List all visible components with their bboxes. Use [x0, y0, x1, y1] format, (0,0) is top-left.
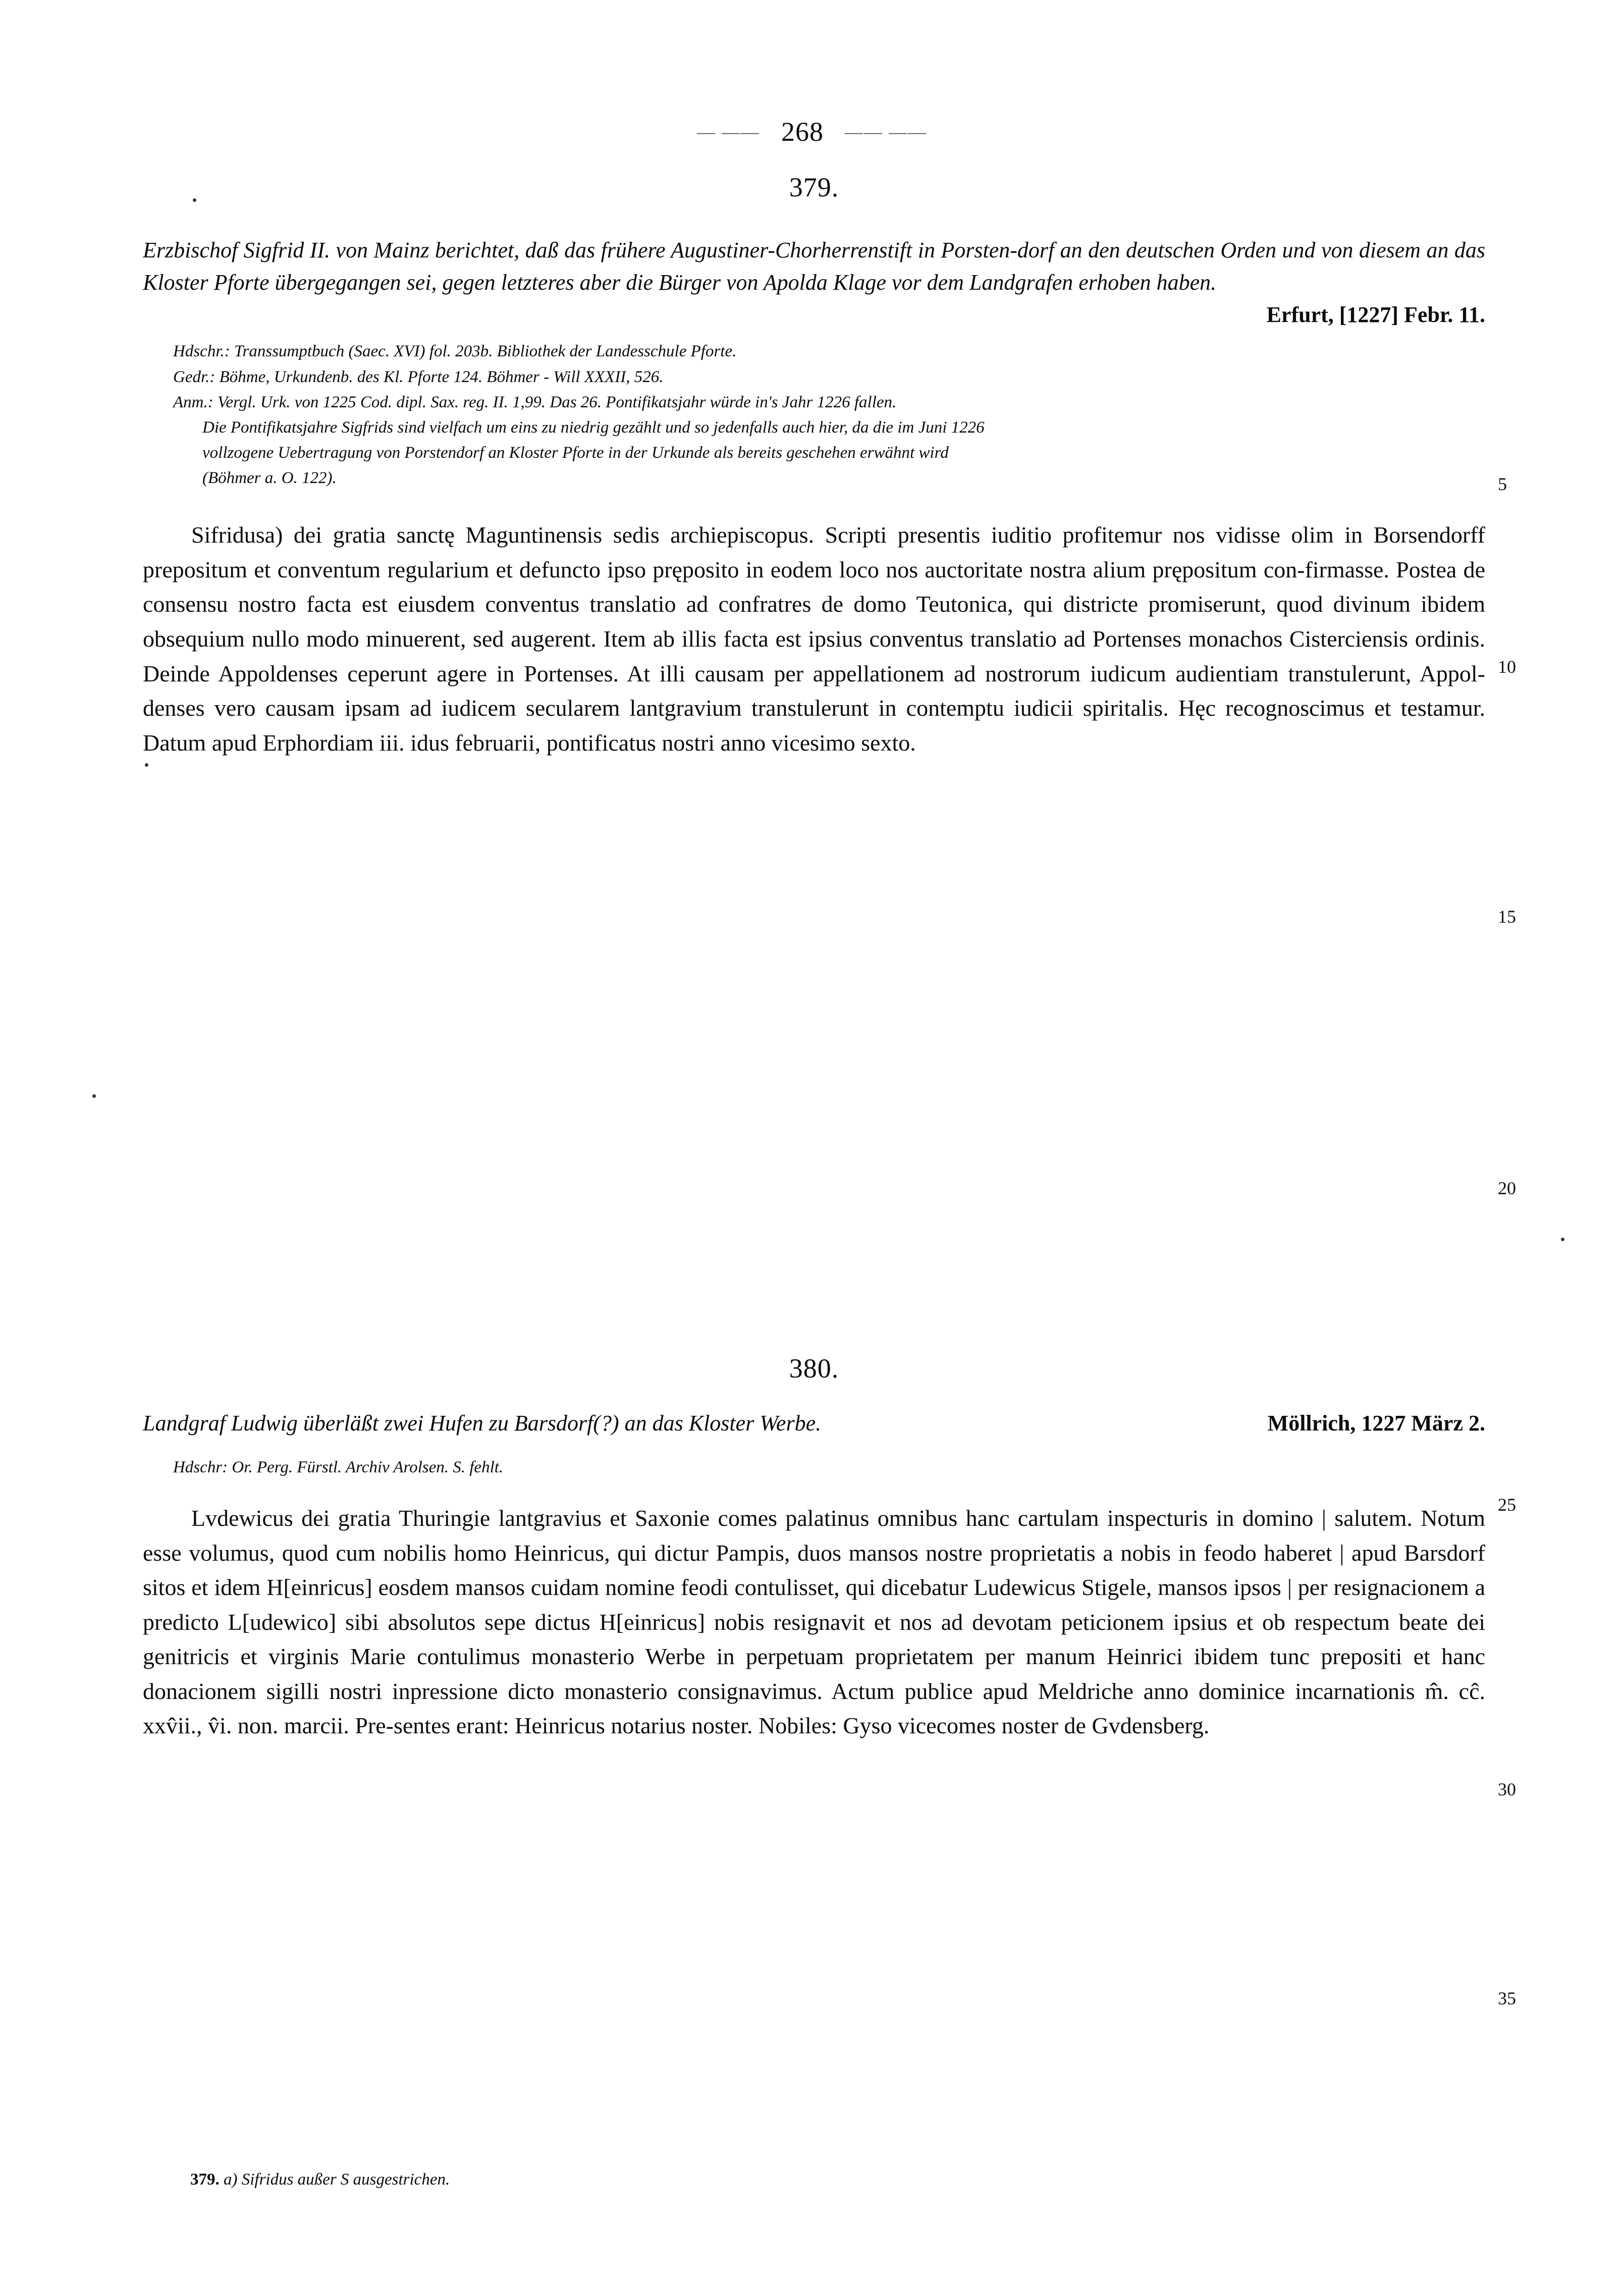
entry-379 [143, 172, 1485, 760]
line-number: 10 [1498, 657, 1516, 677]
charter-paragraph: Lvdewicus dei gratia Thuringie lantgravius et Saxonie comes palatinus omnibus hanc cartulam inspecturis in domino | salutem. Notum esse volumus, quod cum nobilis homo Heinricus, qui dictur Pampis, duos mansos nostre proprietatis a nobis in feodo haberet | apud Barsdorf sitos et idem H[einricus] eosdem mansos cuidam nomine feodi contulisset, qui dicebatur Ludewicus Stigele, mansos ipsos | per resignacionem a predicto L[udewico] sibi absolutos sepe dictus H[einricus] nobis resignavit et nos ad devotam peticionem ipsius et ob respectum beate dei genitricis et virginis Marie contulimus monasterio Werbe in perpetuam proprietatem per manum Heinrici ibidem tunc prepositi et hanc donacionem sigilli nostri inpressione dicto monasterio consignavimus. Actum publice apud Meldriche anno dominice incarnationis m̂. cĉ. xxv̂ii., v̂i. non. marcii. Pre-sentes erant: Heinricus notarius noster. Nobiles: Gyso vicecomes noster de Gvdensberg. [143, 1505, 1485, 1739]
notes-380 [143, 1458, 1485, 1477]
line-number: 20 [1498, 1178, 1516, 1198]
note-line: (Böhmer a. O. 122). [202, 469, 337, 488]
scan-speck [145, 763, 148, 767]
note-line: vollzogene Uebertragung von Porstendorf an Kloster Pforte in der Urkunde als bereits geschehen erwähnt wird [202, 444, 949, 462]
header-rule-left: — —— [697, 122, 760, 142]
footnote-ref: 379. [190, 2170, 220, 2189]
dateline-379: Erfurt, [1227] Febr. 11. [1266, 302, 1485, 328]
regest-row-380 [143, 1410, 1485, 1436]
note-line: Gedr.: Böhme, Urkundenb. des Kl. Pforte 124. Böhmer - Will XXXII, 526. [173, 367, 664, 386]
scan-speck [92, 1094, 96, 1098]
notes-379 [143, 339, 1485, 491]
charter-text-379 [143, 518, 1485, 760]
dateline-380: Möllrich, 1227 März 2. [1267, 1411, 1485, 1436]
scan-speck [1561, 1238, 1564, 1241]
entry-number-380: 380. [789, 1353, 839, 1384]
entry-number-379: 379. [789, 172, 839, 202]
note-line: Hdschr: Or. Perg. Fürstl. Archiv Arolsen. S. fehlt. [173, 1458, 504, 1476]
footnote-apparatus [174, 2170, 1502, 2189]
entry-380 [143, 1353, 1485, 1743]
note-line: Hdschr.: Transsumptbuch (Saec. XVI) fol. 203b. Bibliothek der Landesschule Pforte. [173, 342, 737, 361]
charter-paragraph: Sifridusa) dei gratia sanctę Maguntinensis sedis archiepiscopus. Scripti presentis iuditio profitemur nos vidisse olim in Borsendorff prepositum et conventum regularium et defuncto ipso pręposito in eodem loco nos auctoritate nostra alium prępositum con-firmasse. Postea de consensu nostro facta est eiusdem conventus translatio ad confratres de domo Teutonica, qui districte promiserunt, quod divinum ibidem obsequium nullo modo minuerent, sed augerent. Item ab illis facta est ipsius conventus translatio ad Portenses monachos Cisterciensis ordinis. Deinde Appoldenses ceperunt agere in Portenses. At illi causam per appellationem ad nostrorum iudicum audientiam transtulerunt, Appol-denses vero causam ipsam ad iudicem secularem lantgravium transtulerunt in contemptu iudicii spiritalis. Hęc recognoscimus et testamur. Datum apud Erphordiam iii. idus februarii, pontificatus nostri anno vicesimo sexto. [143, 522, 1485, 756]
scan-speck [193, 198, 196, 202]
line-number: 15 [1498, 907, 1516, 927]
footnote-text: a) Sifridus außer S ausgestrichen. [224, 2170, 450, 2189]
line-number: 30 [1498, 1779, 1516, 1799]
page-number: 268 [781, 117, 824, 147]
page-header [0, 116, 1624, 147]
note-line: Anm.: Vergl. Urk. von 1225 Cod. dipl. Sax. reg. II. 1,99. Das 26. Pontifikatsjahr würde in's Jahr 1226 fallen. [173, 393, 897, 411]
line-number: 5 [1498, 474, 1507, 494]
note-line: Die Pontifikatsjahre Sigfrids sind vielfach um eins zu niedrig gezählt und so jedenfalls auch hier, da die im Juni 1226 [202, 418, 985, 437]
header-rule-right: —— —— [845, 122, 927, 142]
regest-379: Erzbischof Sigfrid II. von Mainz berichtet, daß das frühere Augustiner-Chorherrenstift in Porsten-dorf an den deutschen Orden und von diesem an das Kloster Pforte übergegangen sei, gegen letzteres aber die Bürger von Apolda Klage vor dem Landgrafen erhoben haben. [143, 238, 1485, 295]
regest-380: Landgraf Ludwig überläßt zwei Hufen zu Barsdorf(?) an das Kloster Werbe. [143, 1411, 822, 1436]
charter-text-380 [143, 1501, 1485, 1743]
line-number: 25 [1498, 1495, 1516, 1515]
line-number: 35 [1498, 1988, 1516, 2008]
